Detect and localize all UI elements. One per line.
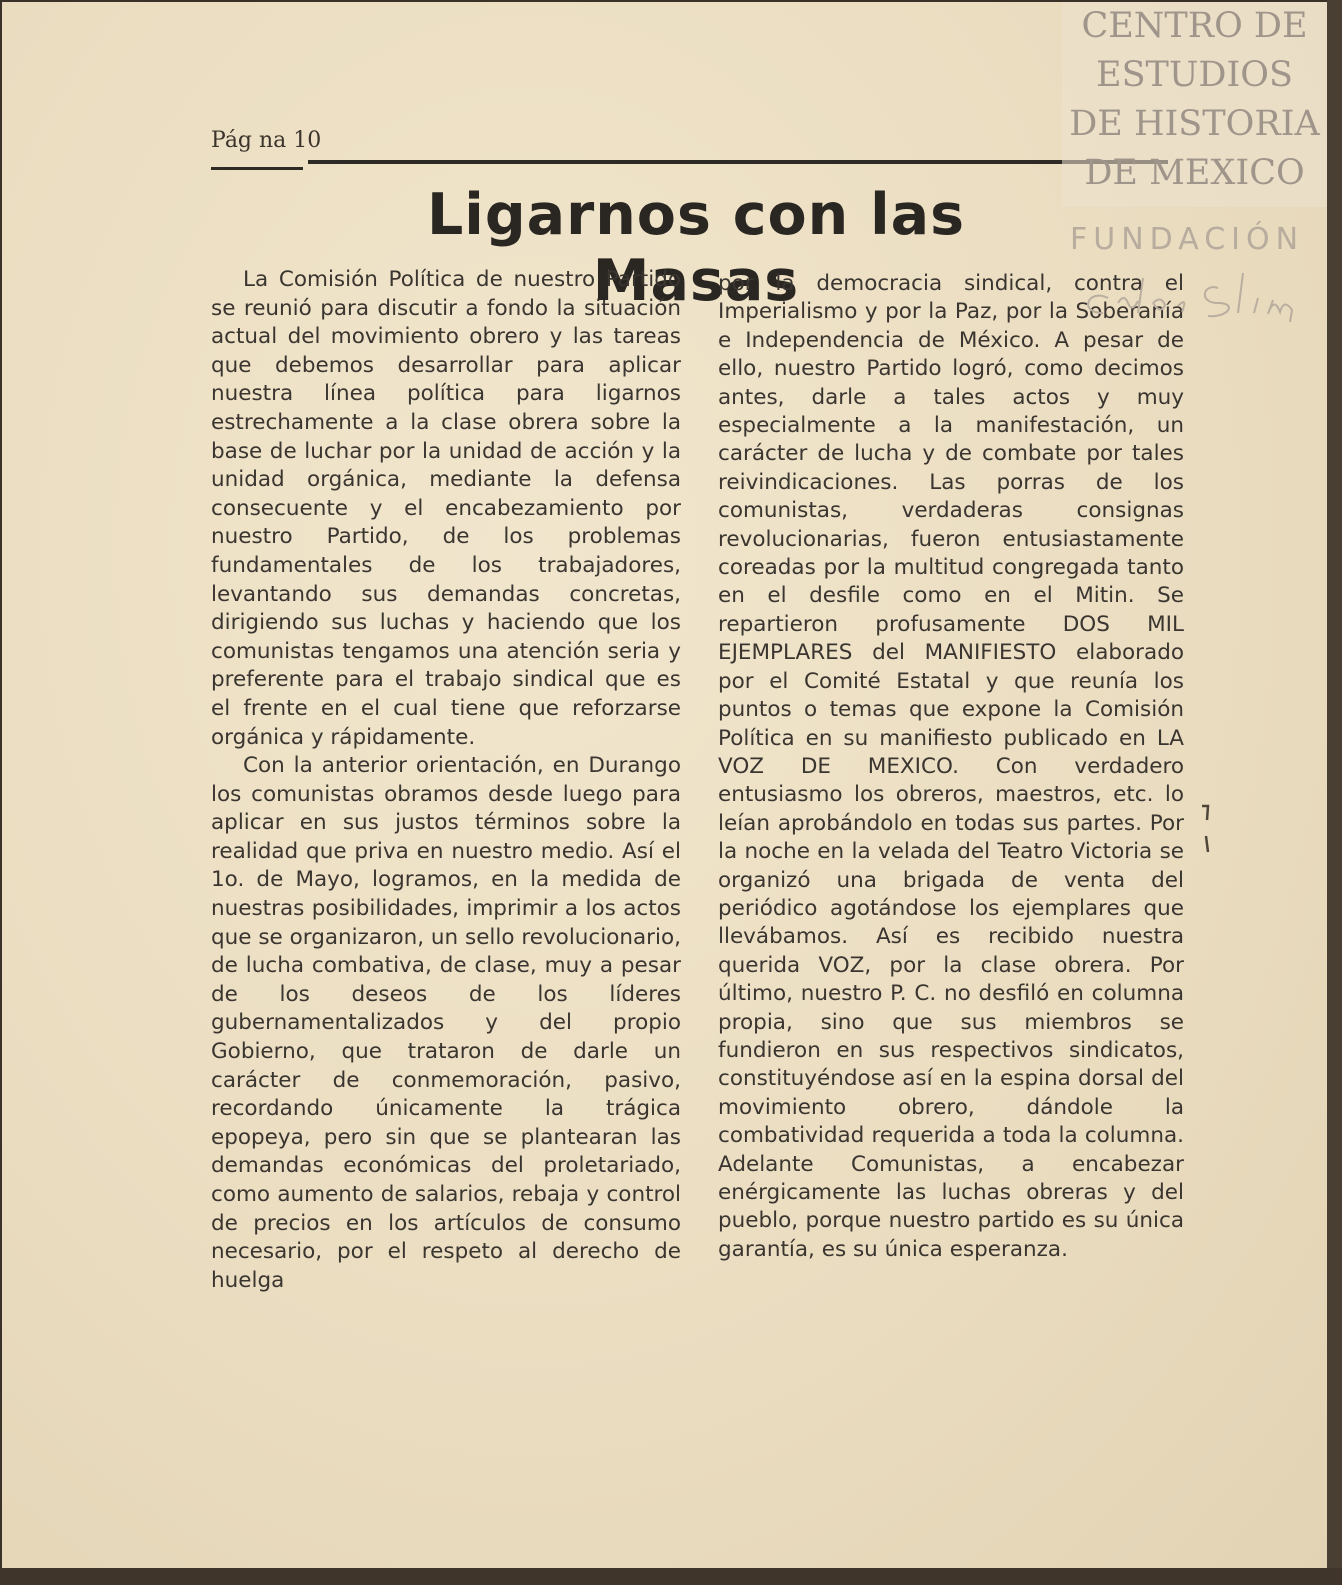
- watermark-line-4: DE MEXICO: [1084, 153, 1305, 193]
- watermark-line-2: ESTUDIOS: [1096, 55, 1293, 95]
- article-column-right: [718, 270, 1184, 1264]
- article-title: Ligarnos con las Masas: [426, 182, 966, 314]
- margin-marks: [1196, 800, 1216, 867]
- header-rule-long: [308, 160, 1168, 164]
- archive-watermark: [1062, 2, 1327, 207]
- scan-edge-bottom: [0, 1568, 1342, 1585]
- watermark-line-1: CENTRO DE: [1081, 6, 1308, 46]
- watermark-signature-icon: [1068, 258, 1323, 328]
- margin-bracket-icon: [1196, 800, 1216, 860]
- header-rule-short: [211, 167, 303, 170]
- article-paragraph-continued: por la democracia sindical, contra el Imperialismo y por la Paz, por la Soberanía e Independencia de México. A pesar de ello, nuestro Partido logró, como decimos antes, darle a tales actos y muy especialmente a la manifestación, un carácter de lucha y de combate por tales reivindicaciones. Las porras de los comunistas, verdaderas consignas revolucionarias, fueron entusiastamente coreadas por la multitud congregada tanto en el desfile como en el Mitin. Se repartieron profusamente DOS MIL EJEMPLARES del MANIFIESTO elaborado por el Comité Estatal y que reunía los puntos o temas que expone la Comisión Política en su manifiesto publicado en LA VOZ DE MEXICO. Con verdadero entusiasmo los obreros, maestros, etc. lo leían aprobándolo en todas sus partes. Por la noche en la velada del Teatro Victoria se organizó una brigada de venta del periódico agotándose los ejemplares que llevábamos. Así es recibido nuestra querida VOZ, por la clase obrera. Por último, nuestro P. C. no desfiló en columna propia, sino que sus miembros se fundieron en sus respectivos sindicatos, constituyéndose así en la espina dorsal del movimiento obrero, dándole la combatividad requerida a toda la columna. Adelante Comunistas, a encabezar enérgicamente las luchas obreras y del pueblo, porque nuestro partido es su única garantía, es su única esperanza.: [718, 271, 1184, 1262]
- watermark-line-3: DE HISTORIA: [1069, 104, 1320, 144]
- watermark-foundation: FUNDACIÓN: [1070, 222, 1305, 257]
- page-number: Pág na 10: [211, 128, 322, 153]
- article-paragraph-1: La Comisión Política de nuestro Partido se reunió para discutir a fondo la situación actual del movimiento obrero y las tareas que debemos desarrollar para aplicar nuestra línea política para ligarnos estrechamente a la clase obrera sobre la base de luchar por la unidad de acción y la unidad orgánica, mediante la defensa consecuente y el encabezamiento por nuestro Partido, de los problemas fundamentales de los trabajadores, levantando sus demandas concretas, dirigiendo sus luchas y haciendo que los comunistas tengamos una atención seria y preferente para el trabajo sindical que es el frente en el cual tiene que reforzarse orgánica y rápidamente.: [211, 267, 681, 750]
- article-paragraph-2: Con la anterior orientación, en Durango los comunistas obramos desde luego para aplicar en sus justos términos sobre la realidad que priva en nuestro medio. Así el 1o. de Mayo, logramos, en la medida de nuestras posibilidades, imprimir a los actos que se organizaron, un sello revolucionario, de lucha combativa, de clase, muy a pesar de los deseos de los líderes gubernamentalizados y del propio Gobierno, que trataron de darle un carácter de conmemoración, pasivo, recordando únicamente la trágica epopeya, pero sin que se plantearan las demandas económicas del proletariado, como aumento de salarios, rebaja y control de precios en los artículos de consumo necesario, por el respeto al derecho de huelga: [211, 753, 681, 1293]
- scan-edge-right: [1327, 0, 1342, 1585]
- article-column-left: [211, 266, 681, 1295]
